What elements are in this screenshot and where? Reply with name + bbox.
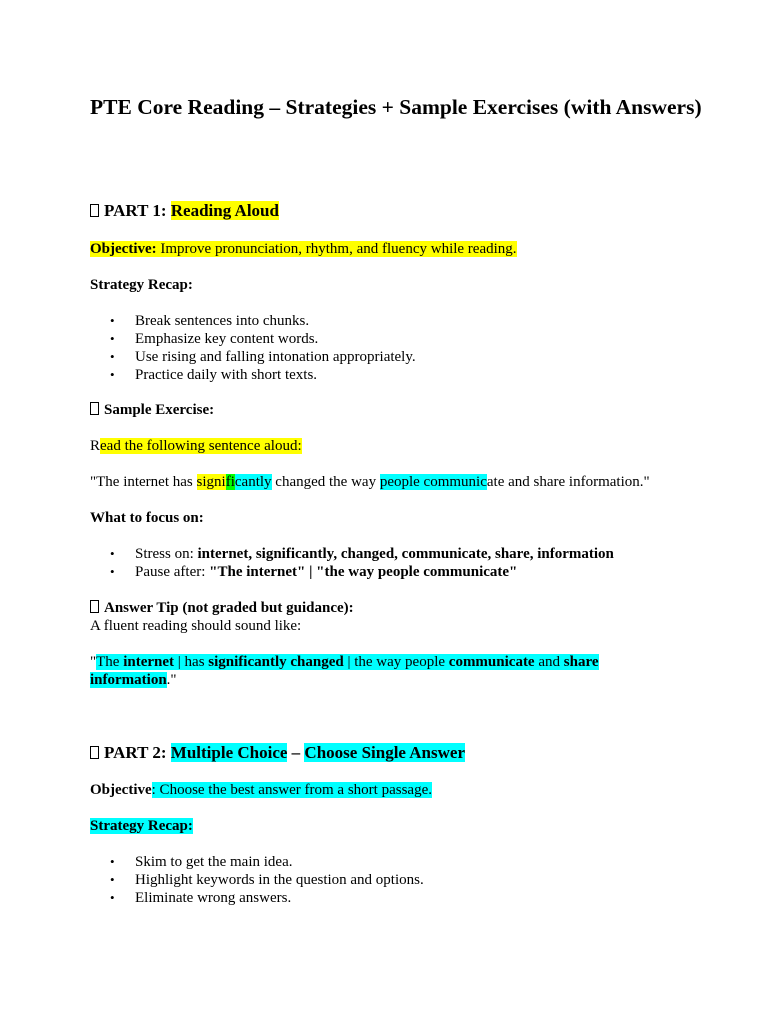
missing-glyph-icon bbox=[90, 204, 99, 217]
focus-heading: What to focus on: bbox=[90, 510, 204, 526]
list-item: • Highlight keywords in the question and options. bbox=[90, 871, 728, 889]
list-item: • Pause after: "The internet" | "the way people communicate" bbox=[90, 563, 728, 581]
list-item: • Use rising and falling intonation appropriately. bbox=[90, 348, 728, 366]
part2-strategy-list bbox=[90, 853, 728, 907]
part2-heading: PART 2: Multiple Choice – Choose Single Answer bbox=[90, 743, 728, 763]
list-item: • Eliminate wrong answers. bbox=[90, 889, 728, 907]
part1-heading: PART 1: Reading Aloud bbox=[90, 201, 728, 221]
missing-glyph-icon bbox=[90, 600, 99, 613]
document-title: PTE Core Reading – Strategies + Sample Exercises (with Answers) bbox=[90, 95, 702, 119]
list-item: • Break sentences into chunks. bbox=[90, 312, 728, 330]
part1-strategy-label: Strategy Recap: bbox=[90, 277, 193, 293]
list-item: • Skim to get the main idea. bbox=[90, 853, 728, 871]
model-reading: "The internet | has significantly changed | the way people communicate and share information." bbox=[90, 654, 599, 688]
part1-objective bbox=[90, 240, 728, 258]
exercise-instruction: Read the following sentence aloud: bbox=[90, 438, 302, 454]
part2-objective: Objective: Choose the best answer from a short passage. bbox=[90, 782, 432, 798]
objective-text: Improve pronunciation, rhythm, and fluency while reading. bbox=[156, 241, 517, 257]
sample-exercise-heading: Sample Exercise: bbox=[90, 401, 728, 419]
missing-glyph-icon bbox=[90, 402, 99, 415]
part1-strategy-list bbox=[90, 312, 728, 384]
objective-label: Objective: bbox=[90, 241, 157, 257]
missing-glyph-icon bbox=[90, 746, 99, 759]
exercise-sentence: "The internet has significantly changed the way people communicate and share information." bbox=[90, 474, 650, 490]
focus-list bbox=[90, 545, 728, 581]
part1-heading-highlight: Reading Aloud bbox=[170, 201, 279, 220]
list-item: • Practice daily with short texts. bbox=[90, 366, 728, 384]
answer-tip: Answer Tip (not graded but guidance): A fluent reading should sound like: bbox=[90, 600, 354, 634]
part2-strategy-label: Strategy Recap: bbox=[90, 818, 193, 834]
list-item: • Emphasize key content words. bbox=[90, 330, 728, 348]
list-item: • Stress on: internet, significantly, changed, communicate, share, information bbox=[90, 545, 728, 563]
